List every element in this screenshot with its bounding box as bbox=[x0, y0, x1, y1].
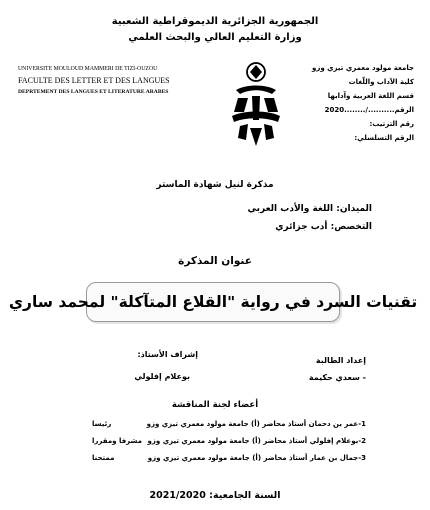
university-fr: UNIVERSITE MOULOUD MAMMERI DE TIZI-OUZOU bbox=[18, 66, 158, 72]
jury-member-name: 1-عمر بن دحمان أستاذ محاضر (أ) جامعة مولود معمري تيزي وزو bbox=[146, 420, 366, 428]
republic-title: الجمهورية الجزائرية الديموقراطية الشعبية bbox=[111, 16, 319, 27]
student-label: إعداد الطالبة bbox=[315, 356, 366, 365]
jury-member-row bbox=[0, 420, 430, 434]
academic-year: السنة الجامعية: 2021/2020 bbox=[149, 490, 281, 501]
jury-member-row bbox=[0, 437, 430, 451]
jury-member-role: ممتحنا bbox=[92, 454, 115, 462]
thesis-title-label: عنوان المذكرة bbox=[178, 255, 252, 267]
jury-heading: أعضاء لجنة المناقشة bbox=[171, 400, 259, 410]
jury-member-role: مشرفا ومقررا bbox=[92, 437, 142, 445]
thesis-title: تقنيات السرد في رواية "القلاع المتآكلة" لمحمد ساري bbox=[8, 293, 418, 311]
specialty-line: التخصص: أدب جزائري bbox=[275, 222, 372, 232]
order-number: رقم الترتيب: bbox=[369, 120, 414, 128]
supervisor-name: بوعلام إفلولي bbox=[134, 372, 190, 381]
serial-number: الرقم التسلسلي: bbox=[354, 134, 414, 142]
jury-member-row bbox=[0, 454, 430, 468]
memo-heading: مذكرة لنيل شهادة الماستر bbox=[156, 180, 274, 190]
jury-member-name: 2-بوعلام إفلولي أستاذ محاضر (أ) جامعة مولود معمري تيزي وزو bbox=[147, 437, 366, 445]
university-ar: جامعة مولود معمري تيزي وزو bbox=[311, 64, 414, 72]
reference-number: الرقم........../........2020 bbox=[324, 106, 414, 114]
department-fr: DEPRTEMENT DES LANGUES ET LITERATURE ARABES bbox=[18, 89, 169, 95]
supervisor-label: إشراف الأستاذ: bbox=[137, 350, 198, 359]
ministry-title: وزارة التعليم العالي والبحث العلمي bbox=[128, 32, 302, 43]
faculty-ar: كلية الآداب واللّغات bbox=[348, 78, 414, 86]
university-logo bbox=[226, 60, 286, 152]
department-ar: قسم اللغة العربية وآدابها bbox=[327, 92, 414, 100]
field-line: الميدان: اللغة والأدب العربي bbox=[247, 204, 372, 214]
thesis-title-box bbox=[8, 282, 418, 322]
student-name: - سعدي حكيمة bbox=[308, 373, 366, 382]
faculty-fr: FACULTE DES LETTER ET DES LANGUES bbox=[18, 76, 170, 85]
jury-member-role: رئيسا bbox=[92, 420, 112, 428]
jury-member-name: 3-جمال بن عمار أستاذ محاضر (أ) جامعة مولود معمري تيزي وزو bbox=[147, 454, 366, 462]
